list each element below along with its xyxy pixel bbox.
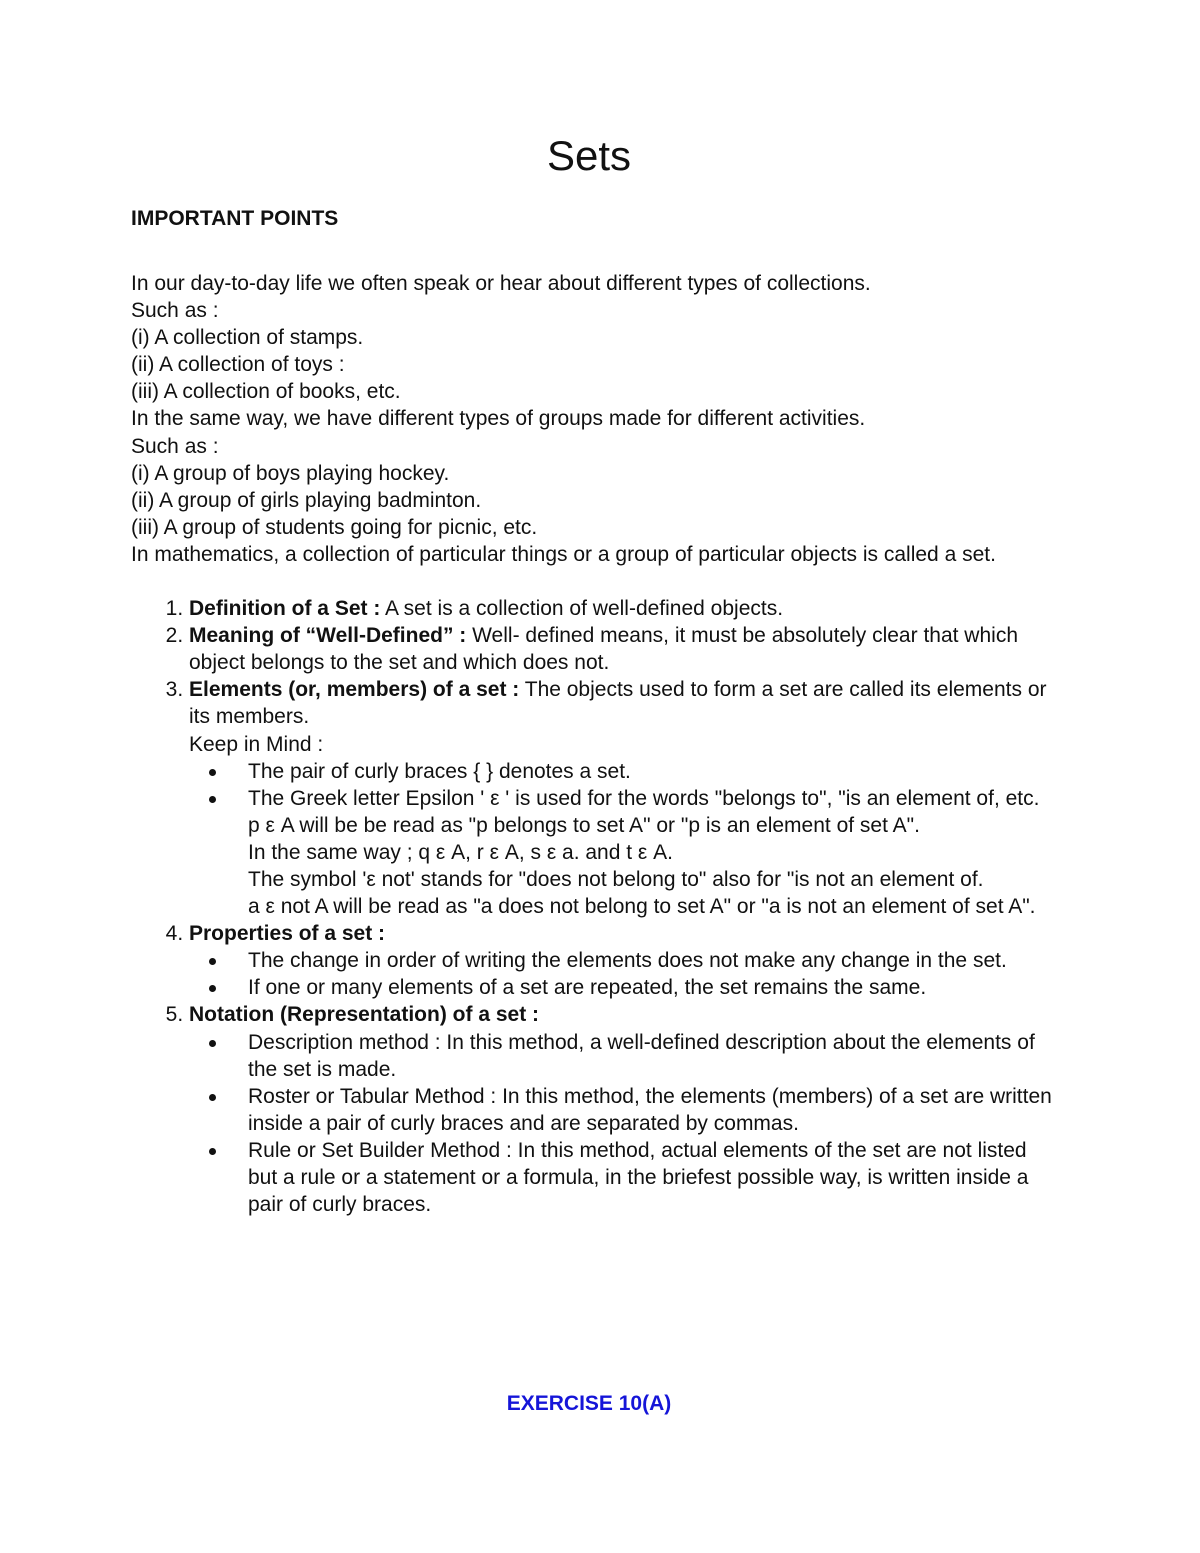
bullet-item: Rule or Set Builder Method : In this method, actual elements of the set are not listed but a rule or a statement or a formula, in the briefest possible way, is written inside a pair of curly braces.	[248, 1137, 1061, 1218]
point-text: A set is a collection of well-defined objects.	[380, 597, 784, 621]
points-list	[131, 595, 1061, 1218]
intro-line: (iii) A group of students going for picnic, etc.	[131, 515, 538, 539]
properties-list	[189, 947, 1061, 1001]
point-elements	[189, 676, 1061, 920]
point-term: Notation (Representation) of a set :	[189, 1003, 540, 1027]
point-text: The objects used to form a set are called its elements or its members.	[189, 678, 1047, 729]
intro-line: In the same way, we have different types of groups made for different activities.	[131, 407, 866, 431]
intro-line: (ii) A collection of toys :	[131, 353, 345, 377]
bullet-item	[248, 785, 1061, 920]
point-notation	[189, 1001, 1061, 1218]
point-text: Well- defined means, it must be absolutely clear that which object belongs to the set and which does not.	[189, 624, 1018, 675]
intro-line: In our day-to-day life we often speak or hear about different types of collections.	[131, 272, 871, 295]
paragraph-gap	[131, 568, 1061, 595]
bullet-subline: p ε A will be be read as "p belongs to set A" or "p is an element of set A".	[248, 813, 920, 837]
bullet-item: Roster or Tabular Method : In this method, the elements (members) of a set are written inside a pair of curly braces and are separated by commas.	[248, 1083, 1061, 1137]
point-term: Properties of a set :	[189, 922, 386, 946]
bullet-item: If one or many elements of a set are repeated, the set remains the same.	[248, 974, 1061, 1001]
intro-line: (i) A collection of stamps.	[131, 326, 364, 350]
intro-line: (i) A group of boys playing hockey.	[131, 461, 450, 485]
bullet-subline: a ε not A will be read as "a does not belong to set A" or "a is not an element of set A".	[248, 895, 1036, 919]
notation-list	[189, 1029, 1061, 1219]
point-well-defined	[189, 622, 1061, 676]
intro-line: (iii) A collection of books, etc.	[131, 380, 401, 404]
bullet-item: The pair of curly braces { } denotes a set.	[248, 758, 1061, 785]
point-term: Elements (or, members) of a set :	[189, 678, 520, 702]
document-body	[131, 270, 1061, 1218]
intro-line: In mathematics, a collection of particular things or a group of particular objects is called a set.	[131, 542, 996, 566]
bullet-item: Description method : In this method, a well-defined description about the elements of the set is made.	[248, 1029, 1061, 1083]
keep-in-mind-label: Keep in Mind :	[189, 732, 324, 756]
point-term: Meaning of “Well-Defined” :	[189, 624, 467, 648]
intro-line: (ii) A group of girls playing badminton.	[131, 488, 482, 512]
bullet-text: The Greek letter Epsilon ' ε ' is used for the words "belongs to", "is an element of, etc.	[248, 786, 1040, 810]
point-term: Definition of a Set :	[189, 597, 381, 621]
intro-line: Such as :	[131, 434, 219, 458]
bullet-subline: The symbol 'ε not' stands for "does not belong to" also for "is not an element of.	[248, 867, 984, 891]
section-heading: IMPORTANT POINTS	[131, 207, 339, 230]
bullet-item: The change in order of writing the elements does not make any change in the set.	[248, 947, 1061, 974]
point-properties	[189, 920, 1061, 1001]
keep-in-mind-list	[189, 758, 1061, 921]
bullet-subline: In the same way ; q ε A, r ε A, s ε a. and t ε A.	[248, 840, 673, 864]
intro-line: Such as :	[131, 299, 219, 323]
point-definition	[189, 595, 1061, 622]
page-title: Sets	[546, 132, 632, 179]
exercise-heading: EXERCISE 10(A)	[506, 1392, 672, 1415]
